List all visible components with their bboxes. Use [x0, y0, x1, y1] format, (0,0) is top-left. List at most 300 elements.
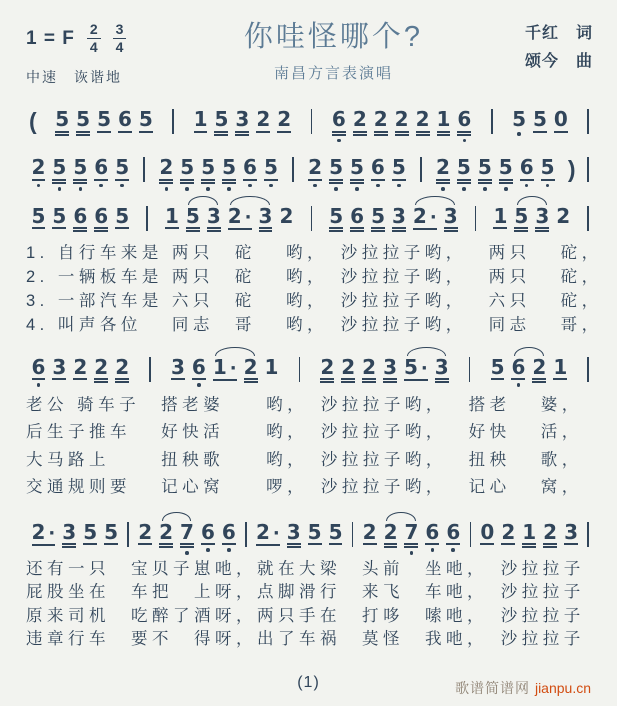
beam-underline	[52, 227, 66, 229]
low-octave-dot	[37, 383, 41, 387]
barline	[587, 206, 589, 231]
beam-underline	[384, 543, 398, 545]
low-octave-dot	[227, 548, 231, 552]
low-octave-dot	[451, 548, 455, 552]
beam-underline	[522, 543, 536, 545]
low-octave-dot	[517, 132, 521, 136]
note-digit: 5	[498, 155, 513, 180]
barline	[475, 206, 477, 231]
note-digit: 2	[543, 519, 558, 544]
beam-underline	[532, 378, 546, 380]
beam-underline	[374, 134, 388, 136]
note-digit: 1	[164, 203, 179, 228]
note-digit: 3	[392, 203, 406, 228]
beam-underline	[541, 179, 555, 181]
beam-underline	[520, 179, 534, 181]
measure	[328, 109, 474, 142]
note	[511, 354, 526, 387]
low-octave-dot	[441, 187, 445, 191]
barline	[172, 109, 174, 134]
note-digit: 5	[83, 519, 98, 544]
beam-underline	[115, 179, 129, 181]
lyric-line: 大马路上 扭秧歌 哟， 沙拉拉子哟， 扭秧 歌，	[26, 450, 583, 469]
beam-underline	[222, 179, 236, 181]
barline	[352, 522, 354, 547]
beam-underline	[341, 378, 355, 380]
note	[556, 203, 571, 228]
beam-underline	[244, 378, 258, 380]
low-octave-dot	[546, 184, 550, 188]
note	[97, 109, 111, 132]
note-digit: 2 ·	[255, 519, 280, 544]
note-digit: 2	[308, 155, 323, 180]
barline	[299, 357, 301, 382]
note	[425, 519, 440, 552]
barline	[470, 522, 472, 547]
low-octave-dot	[410, 551, 414, 555]
note-digit: 1	[522, 519, 537, 544]
note	[371, 203, 385, 233]
note-digit: 1	[193, 107, 208, 132]
low-octave-dot	[206, 187, 210, 191]
watermark-url: jianpu.cn	[534, 680, 591, 696]
note-digit: 2	[394, 107, 409, 132]
beam-underline	[332, 131, 346, 133]
note-digit: 2	[352, 107, 367, 132]
note	[543, 519, 558, 549]
note	[256, 109, 270, 132]
note-digit: 3	[62, 519, 77, 544]
note	[212, 354, 237, 384]
note-digit: 7	[180, 519, 194, 544]
beam-underline	[73, 227, 87, 229]
note	[514, 203, 529, 233]
beam-underline	[543, 546, 557, 548]
lyric-line: 4. 叫声各位 同志 哥 哟， 沙拉拉子哟， 同志 哥，	[26, 315, 603, 334]
lyrics-block	[26, 392, 593, 502]
augmentation-dot: ·	[429, 206, 437, 228]
measure	[190, 109, 295, 136]
watermark-site: 歌谱简谱网	[455, 680, 531, 696]
beam-underline	[118, 131, 132, 133]
beam-underline	[362, 378, 376, 380]
note-digit: 2	[159, 155, 174, 180]
note	[31, 354, 46, 387]
note	[395, 109, 409, 136]
note-digit: 5	[456, 155, 471, 180]
augmentation-dot: ·	[420, 357, 428, 379]
beam-underline	[457, 131, 471, 133]
measure	[28, 157, 133, 190]
note	[443, 203, 458, 233]
low-octave-dot	[185, 187, 189, 191]
beam-underline	[457, 134, 471, 136]
note-digit: 1	[436, 107, 451, 132]
note	[258, 203, 273, 233]
note	[457, 109, 471, 142]
note	[55, 109, 69, 136]
beam-underline	[115, 381, 129, 383]
note-digit: 5	[73, 155, 88, 180]
low-octave-dot	[248, 184, 252, 188]
low-octave-dot	[525, 184, 529, 188]
beam-underline	[214, 131, 228, 133]
note-digit: 2	[256, 107, 271, 132]
note	[264, 354, 279, 379]
beam-underline	[395, 134, 409, 136]
note-digit: 3	[286, 519, 301, 544]
note	[94, 354, 109, 384]
note	[371, 157, 385, 187]
music-line	[26, 145, 593, 190]
note	[412, 203, 437, 233]
note-digit: 5	[540, 155, 555, 180]
note	[478, 157, 492, 190]
note-digit: 2	[94, 354, 109, 379]
note-digit: 2	[556, 203, 571, 228]
measure	[305, 157, 410, 190]
note-digit: 5	[222, 155, 237, 180]
beam-underline	[228, 228, 252, 230]
beam-underline	[341, 381, 355, 383]
credits	[473, 12, 593, 76]
note	[332, 109, 346, 142]
note-digit: 5	[349, 155, 364, 180]
beam-underline	[416, 134, 430, 136]
note-digit: 5	[104, 519, 119, 544]
music-line	[26, 194, 593, 238]
beam-underline	[413, 228, 437, 230]
beam-underline	[213, 379, 237, 381]
lyrics-block	[26, 558, 593, 652]
lyric-line: 1. 自行车来是 两只 砣 哟， 沙拉拉子哟， 两只 砣，	[26, 243, 603, 262]
note	[392, 157, 406, 187]
note-digit: 6	[94, 203, 109, 228]
beam-underline	[553, 378, 567, 380]
beam-underline	[320, 381, 334, 383]
measure	[477, 519, 582, 549]
beam-underline	[115, 227, 129, 229]
beam-underline	[329, 227, 343, 229]
beam-underline	[52, 179, 66, 181]
note-digit: 3	[206, 203, 221, 228]
low-octave-dot	[431, 548, 435, 552]
beam-underline	[350, 230, 364, 232]
note	[83, 519, 98, 545]
barline	[587, 357, 589, 382]
beam-underline	[416, 131, 430, 133]
note-digit: 5	[201, 155, 216, 180]
note-digit: 3	[535, 203, 550, 228]
beam-underline	[94, 227, 108, 229]
note	[350, 157, 364, 190]
beam-underline	[244, 381, 258, 383]
barline	[469, 357, 471, 382]
beam-underline	[73, 378, 87, 380]
close-paren: )	[567, 156, 576, 183]
measure	[509, 109, 572, 136]
note-digit: 2	[320, 354, 335, 379]
note	[501, 519, 516, 545]
augmentation-dot: ·	[48, 522, 56, 544]
beam-underline	[350, 182, 364, 184]
beam-underline	[207, 230, 221, 232]
beam-underline	[383, 381, 397, 383]
note	[404, 519, 419, 555]
note-digit: 2	[138, 519, 153, 544]
beam-underline	[371, 227, 385, 229]
beam-underline	[404, 546, 418, 548]
beam-underline	[493, 227, 507, 229]
beam-underline	[457, 182, 471, 184]
low-octave-dot	[483, 187, 487, 191]
note	[31, 519, 56, 546]
note-digit: 3	[443, 203, 458, 228]
note-digit: 1	[553, 354, 568, 379]
low-octave-dot	[355, 187, 359, 191]
low-octave-dot	[58, 187, 62, 191]
note	[446, 519, 461, 552]
beam-underline	[374, 131, 388, 133]
note	[194, 109, 208, 132]
note-digit: 6	[511, 354, 526, 379]
note	[564, 519, 579, 545]
note-digit: 5	[115, 203, 130, 228]
beam-underline	[73, 179, 87, 181]
note	[383, 519, 398, 555]
beam-underline	[76, 134, 90, 136]
note	[115, 157, 129, 187]
note-digit: 2	[73, 354, 88, 379]
note	[392, 203, 406, 233]
low-octave-dot	[397, 184, 401, 188]
beam-underline	[514, 230, 528, 232]
note	[264, 157, 278, 187]
beam-underline	[32, 227, 46, 229]
note-digit: 0	[553, 107, 568, 132]
barline	[311, 109, 313, 134]
lyric-line: 还有一只 宝贝子崽吔，就在大梁 头前 坐吔， 沙拉拉子	[26, 559, 585, 578]
slur-group	[401, 354, 453, 384]
note-digit: 2	[277, 107, 292, 132]
beam-underline	[180, 179, 194, 181]
note	[499, 157, 513, 190]
beam-underline	[180, 182, 194, 184]
note-digit: 6	[457, 107, 472, 132]
note-digit: 5	[328, 519, 343, 544]
note-digit: 3	[235, 107, 250, 132]
lyric-line: 交通规则要 记心窝 啰， 沙拉拉子哟， 记心 窝，	[26, 478, 583, 497]
note	[185, 203, 200, 233]
note	[221, 519, 236, 552]
lyric-line: 2. 一辆板车是 两只 砣 哟， 沙拉拉子哟， 两只 砣，	[26, 267, 603, 286]
note-digit: 5	[214, 107, 229, 132]
note	[62, 519, 77, 549]
barline	[491, 109, 493, 134]
note	[553, 354, 568, 380]
note-digit: 2	[383, 519, 398, 544]
note-digit: 6	[73, 203, 88, 228]
beam-underline	[73, 182, 87, 184]
beam-underline	[383, 378, 397, 380]
barline	[587, 157, 589, 182]
note-digit: 3	[434, 354, 449, 379]
beam-underline	[159, 543, 173, 545]
note	[480, 519, 495, 545]
beam-underline	[437, 131, 451, 133]
beam-underline	[94, 381, 108, 383]
beam-underline	[159, 182, 173, 184]
note-digit: 5 ·	[404, 354, 428, 379]
beam-underline	[350, 179, 364, 181]
score	[26, 97, 603, 651]
low-octave-dot	[99, 184, 103, 188]
beam-underline	[94, 378, 108, 380]
slur-group	[380, 519, 422, 555]
low-octave-dot	[165, 187, 169, 191]
note	[73, 203, 88, 233]
beam-underline	[444, 230, 458, 232]
note	[554, 109, 568, 132]
note-digit: 6	[94, 155, 109, 180]
note	[159, 157, 173, 190]
note-digit: 0	[480, 519, 495, 544]
measure	[359, 519, 464, 555]
note-digit: 2	[436, 155, 450, 180]
note-digit: 5	[180, 155, 195, 180]
note	[201, 157, 215, 190]
note	[94, 157, 108, 187]
beam-underline	[55, 131, 69, 133]
beam-underline	[159, 546, 173, 548]
note	[159, 519, 174, 555]
beam-underline	[535, 227, 549, 229]
note-digit: 5	[55, 107, 70, 132]
beam-underline	[392, 230, 406, 232]
beam-underline	[207, 227, 221, 229]
beam-underline	[332, 134, 346, 136]
key-and-tempo	[26, 12, 194, 87]
beam-underline	[222, 182, 236, 184]
beam-underline	[436, 179, 450, 181]
beam-underline	[308, 543, 322, 545]
note	[94, 203, 109, 233]
note	[243, 157, 257, 187]
beam-underline	[491, 378, 505, 380]
beam-underline	[478, 179, 492, 181]
beam-underline	[201, 543, 215, 545]
beam-underline	[533, 131, 547, 133]
note	[52, 354, 67, 380]
barline	[127, 522, 129, 547]
low-octave-dot	[463, 139, 467, 143]
beam-underline	[186, 227, 200, 229]
beam-underline	[214, 134, 228, 136]
note	[383, 354, 397, 384]
beam-underline	[159, 179, 173, 181]
note-digit: 5	[514, 203, 529, 228]
measure	[487, 354, 571, 387]
note	[320, 354, 335, 384]
beam-underline	[308, 179, 322, 181]
low-octave-dot	[120, 184, 124, 188]
beam-underline	[395, 131, 409, 133]
beam-underline	[52, 182, 66, 184]
note	[235, 109, 249, 136]
note	[206, 203, 221, 233]
note	[350, 203, 365, 233]
note-digit: 5	[52, 155, 67, 180]
slur-group	[224, 203, 276, 233]
slur-group	[511, 203, 553, 233]
barline	[149, 357, 151, 382]
title-block	[194, 12, 473, 83]
note-digit: 6	[519, 155, 534, 180]
note	[490, 354, 505, 380]
note-digit: 2	[362, 519, 377, 544]
beam-underline	[104, 543, 118, 545]
note-digit: 5	[115, 155, 130, 180]
note	[532, 354, 547, 387]
note-digit: 2	[373, 107, 388, 132]
beam-underline	[32, 544, 56, 546]
note-digit: 6	[370, 155, 385, 180]
note	[437, 109, 451, 136]
beam-underline	[436, 182, 450, 184]
composer-credit: 颂今 曲	[524, 53, 593, 70]
barline	[420, 157, 422, 182]
measure	[252, 519, 346, 549]
note	[341, 354, 356, 384]
slur-group	[409, 203, 461, 233]
note-digit: 5	[329, 155, 343, 180]
low-octave-dot	[462, 187, 466, 191]
beam-underline	[501, 543, 515, 545]
measure	[317, 354, 452, 384]
beam-underline	[171, 378, 185, 380]
beam-underline	[287, 543, 301, 545]
beam-underline	[329, 543, 343, 545]
note-digit: 1	[493, 203, 508, 228]
note	[362, 354, 377, 384]
low-octave-dot	[313, 184, 317, 188]
note-digit: 6	[221, 519, 236, 544]
song-title: 你哇怪哪个?	[243, 21, 424, 53]
note	[416, 109, 430, 136]
note	[328, 519, 343, 545]
note-digit: 2	[341, 354, 356, 379]
note	[535, 203, 550, 233]
watermark	[455, 678, 591, 698]
beam-underline	[511, 378, 525, 380]
beam-underline	[353, 131, 367, 133]
note-digit: 2	[532, 354, 547, 379]
beam-underline	[76, 131, 90, 133]
augmentation-dot: ·	[272, 522, 280, 544]
note	[52, 203, 67, 229]
beam-underline	[235, 134, 249, 136]
measure	[156, 157, 282, 190]
measure	[28, 203, 133, 233]
lyricist-credit: 千红 词	[524, 25, 593, 42]
lyrics-block	[26, 241, 603, 337]
beam-underline	[384, 546, 398, 548]
beam-underline	[478, 182, 492, 184]
note-digit: 5	[138, 107, 153, 132]
beam-underline	[435, 378, 449, 380]
beam-underline	[243, 179, 257, 181]
beam-underline	[259, 230, 273, 232]
